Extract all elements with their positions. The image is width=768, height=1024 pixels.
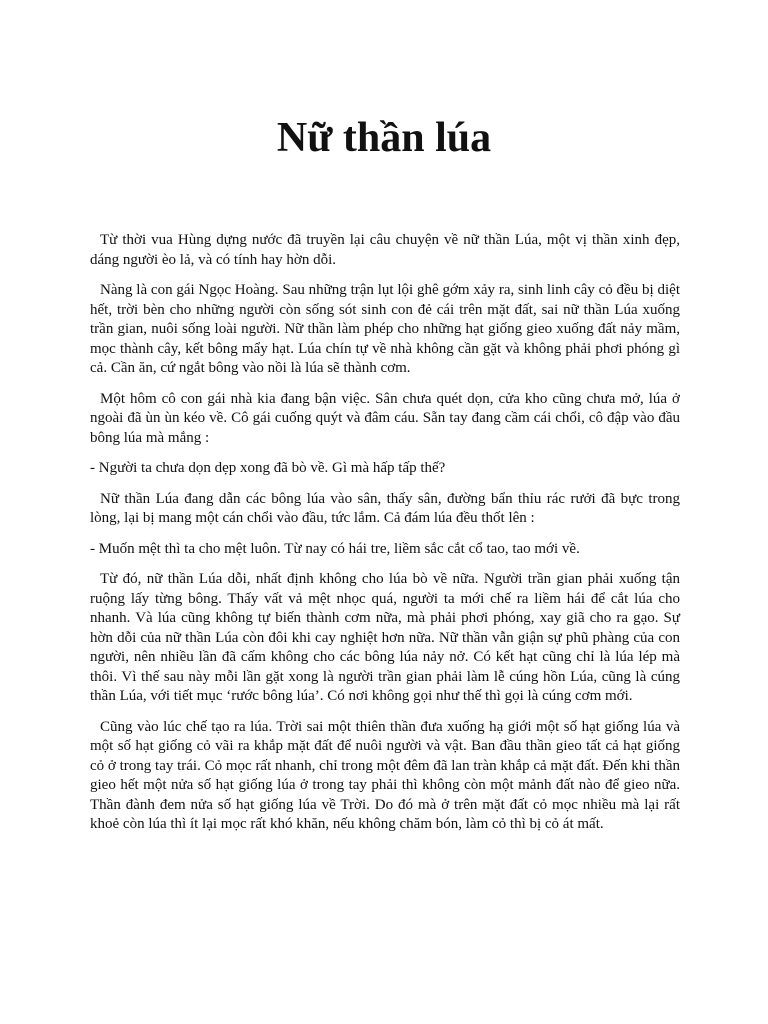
paragraph-consequence: Từ đó, nữ thần Lúa dỗi, nhất định không cho lúa bò về nữa. Người trần gian phải xuống tận ruộng lấy từng bông. Thấy vất vả mệt nhọc quá, người ta mới chế ra liềm hái để cắt lúa cho nhanh. Và lúa cũng không tự biến thành cơm nữa, mà phải phơi phóng, xay giã cho ra gạo. Sự hờn dỗi của nữ thần Lúa còn đôi khi cay nghiệt hơn nữa. Nữ thần vẫn giận sự phũ phàng của con người, nên nhiều lần đã cấm không cho các bông lúa nảy nở. Có kết hạt cũng chỉ là lúa lép mà thôi. Vì thế sau này mỗi lần gặt xong là người trần gian phải làm lễ cúng hồn Lúa, cũng là cúng thần Lúa, với tiết mục ‘rước bông lúa’. Có nơi không gọi như thế thì gọi là cúng cơm mới. (90, 571, 680, 704)
paragraph-intro: Từ thời vua Hùng dựng nước đã truyền lại câu chuyện về nữ thần Lúa, một vị thần xinh đẹp, dáng người èo lả, và có tính hay hờn dỗi. (90, 232, 680, 268)
paragraph-origin: Nàng là con gái Ngọc Hoàng. Sau những trận lụt lội ghê gớm xảy ra, sinh linh cây cỏ đều bị diệt hết, trời bèn cho những người còn sống sót sinh con đẻ cái trên mặt đất, sai nữ thần Lúa xuống trần gian, nuôi sống loài người. Nữ thần làm phép cho những hạt giống gieo xuống đất nảy mầm, mọc thành cây, kết bông mẩy hạt. Lúa chín tự về nhà không cần gặt và không phải phơi phóng gì cả. Cần ăn, cứ ngắt bông vào nồi là lúa sẽ thành cơm. (90, 282, 680, 376)
paragraph-incident: Một hôm cô con gái nhà kia đang bận việc. Sân chưa quét dọn, cửa kho cũng chưa mở, lúa ở ngoài đã ùn ùn kéo về. Cô gái cuống quýt và đâm cáu. Sẵn tay đang cầm cái chổi, cô đập vào đầu bông lúa mà mắng : (90, 390, 680, 446)
document-title: Nữ thần lúa (276, 115, 492, 161)
dialogue-curse: - Muốn mệt thì ta cho mệt luôn. Từ nay có hái tre, liềm sắc cắt cổ tao, tao mới về. (90, 540, 580, 557)
document-body (90, 231, 680, 846)
paragraph-reaction: Nữ thần Lúa đang dẫn các bông lúa vào sân, thấy sân, đường bẩn thỉu rác rưởi đã bực trong lòng, lại bị mang một cán chổi vào đầu, tức lắm. Cả đám lúa đều thốt lên : (90, 490, 680, 526)
dialogue-scolding: - Người ta chưa dọn dẹp xong đã bò về. Gì mà hấp tấp thế? (90, 460, 446, 476)
paragraph-seeds: Cũng vào lúc chế tạo ra lúa. Trời sai một thiên thần đưa xuống hạ giới một số hạt giống lúa và một số hạt giống cỏ vãi ra khắp mặt đất để nuôi người và vật. Ban đầu thần gieo tất cả hạt giống cỏ ở trong tay trái. Cỏ mọc rất nhanh, chỉ trong một đêm đã lan tràn khắp cả mặt đất. Đến khi thần gieo hết một nửa số hạt giống lúa ở trong tay phải thì không còn một mảnh đất nào để gieo nữa. Thần đành đem nửa số hạt giống lúa về Trời. Do đó mà ở trên mặt đất cỏ mọc nhiều mà lại rất khoẻ còn lúa thì ít lại mọc rất khó khăn, nếu không chăm bón, làm cỏ thì bị cỏ át mất. (90, 718, 680, 832)
